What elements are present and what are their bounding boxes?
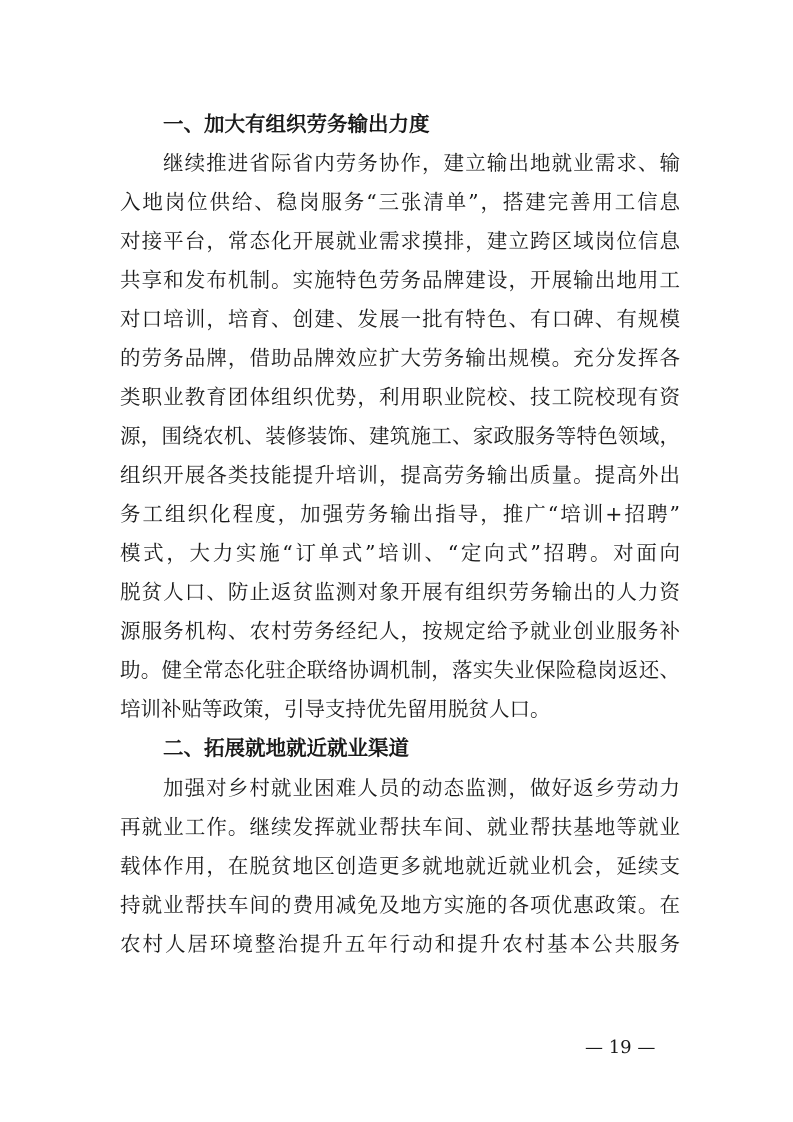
paragraph-line: 共享和发布机制。实施特色劳务品牌建设，开展输出地用工 bbox=[120, 268, 680, 292]
paragraph-line: 载体作用，在脱贫地区创造更多就地就近就业机会，延续支 bbox=[120, 854, 680, 878]
paragraph-line: 源服务机构、农村劳务经纪人，按规定给予就业创业服务补 bbox=[120, 619, 680, 643]
section-heading-1: 一、加大有组织劳务输出力度 bbox=[163, 112, 430, 136]
paragraph-line: 的劳务品牌，借助品牌效应扩大劳务输出规模。充分发挥各 bbox=[120, 346, 680, 370]
paragraph-line: 务工组织化程度，加强劳务输出指导，推广“培训+招聘” bbox=[120, 502, 680, 526]
paragraph-line: 再就业工作。继续发挥就业帮扶车间、就业帮扶基地等就业 bbox=[120, 815, 680, 839]
paragraph-line: 助。健全常态化驻企联络协调机制，落实失业保险稳岗返还、 bbox=[120, 658, 680, 682]
paragraph-line: 培训补贴等政策，引导支持优先留用脱贫人口。 bbox=[120, 697, 551, 721]
paragraph-line: 入地岗位供给、稳岗服务“三张清单”，搭建完善用工信息 bbox=[120, 190, 680, 214]
paragraph-line: 加强对乡村就业困难人员的动态监测，做好返乡劳动力 bbox=[163, 776, 680, 800]
paragraph-line: 农村人居环境整治提升五年行动和提升农村基本公共服务 bbox=[120, 932, 680, 956]
paragraph-line: 继续推进省际省内劳务协作，建立输出地就业需求、输 bbox=[163, 151, 680, 175]
paragraph-line: 对接平台，常态化开展就业需求摸排，建立跨区域岗位信息 bbox=[120, 229, 680, 253]
page-number: — 19 — bbox=[585, 1037, 656, 1058]
paragraph-line: 对口培训，培育、创建、发展一批有特色、有口碑、有规模 bbox=[120, 307, 680, 331]
paragraph-line: 模式，大力实施“订单式”培训、“定向式”招聘。对面向 bbox=[120, 541, 680, 565]
paragraph-line: 组织开展各类技能提升培训，提高劳务输出质量。提高外出 bbox=[120, 463, 680, 487]
paragraph-line: 持就业帮扶车间的费用减免及地方实施的各项优惠政策。在 bbox=[120, 893, 680, 917]
paragraph-line: 类职业教育团体组织优势，利用职业院校、技工院校现有资 bbox=[120, 385, 680, 409]
paragraph-line: 源，围绕农机、装修装饰、建筑施工、家政服务等特色领域， bbox=[120, 424, 680, 448]
section-heading-2: 二、拓展就地就近就业渠道 bbox=[163, 736, 409, 760]
paragraph-line: 脱贫人口、防止返贫监测对象开展有组织劳务输出的人力资 bbox=[120, 580, 680, 604]
